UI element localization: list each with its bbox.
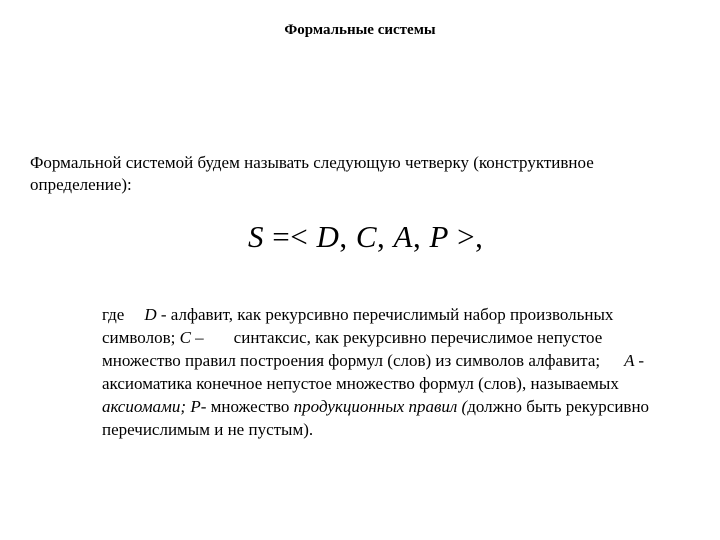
symbol-c: C – — [179, 328, 204, 347]
set-word: множество — [210, 397, 290, 416]
formula-d: D — [316, 219, 340, 254]
recursive-text: должно быть рекурсивно — [467, 397, 650, 416]
formula-p: P — [429, 219, 449, 254]
formula-close: >, — [457, 219, 484, 254]
definition-line-3 — [102, 349, 702, 372]
definition-paragraph — [102, 303, 702, 441]
slide-title: Формальные системы — [284, 22, 436, 38]
definition-line-2 — [102, 326, 702, 349]
symbol-p: P- — [190, 397, 207, 416]
symbol-d: D — [144, 305, 157, 324]
word-symbols: символов; — [102, 328, 176, 347]
alphabet-definition: - алфавит, как рекурсивно перечислимый набор произвольных — [160, 305, 614, 324]
formula-c: C — [355, 219, 378, 254]
definition-line-5 — [102, 395, 702, 418]
axiomatics-text: аксиоматика конечное непустое множество формул (слов), называемых — [102, 374, 619, 393]
symbol-a: A - — [624, 351, 645, 370]
formula-comma-1: , — [339, 219, 348, 254]
definition-line-1 — [102, 303, 702, 326]
word-gde: где — [102, 305, 125, 324]
intro-paragraph: Формальной системой будем называть следующую четверку (конструктивное определение): — [30, 153, 594, 194]
closing-text: перечислимым и не пустым). — [102, 420, 314, 439]
axioms-term: аксиомами; — [102, 397, 187, 416]
formula-a: A — [393, 219, 413, 254]
formula-comma-2: , — [377, 219, 386, 254]
definition-line-6 — [102, 418, 702, 441]
formula-eq: =< — [272, 219, 309, 254]
rules-text: множество правил построения формул (слов) из символов алфавита; — [102, 351, 601, 370]
formula — [248, 219, 483, 255]
formula-comma-3: , — [412, 219, 422, 254]
syntax-definition: синтаксис, как рекурсивно перечислимое непустое — [233, 328, 603, 347]
definition-line-4 — [102, 372, 702, 395]
formula-s: S — [248, 219, 264, 254]
production-rules-term: продукционных правил ( — [293, 397, 468, 416]
